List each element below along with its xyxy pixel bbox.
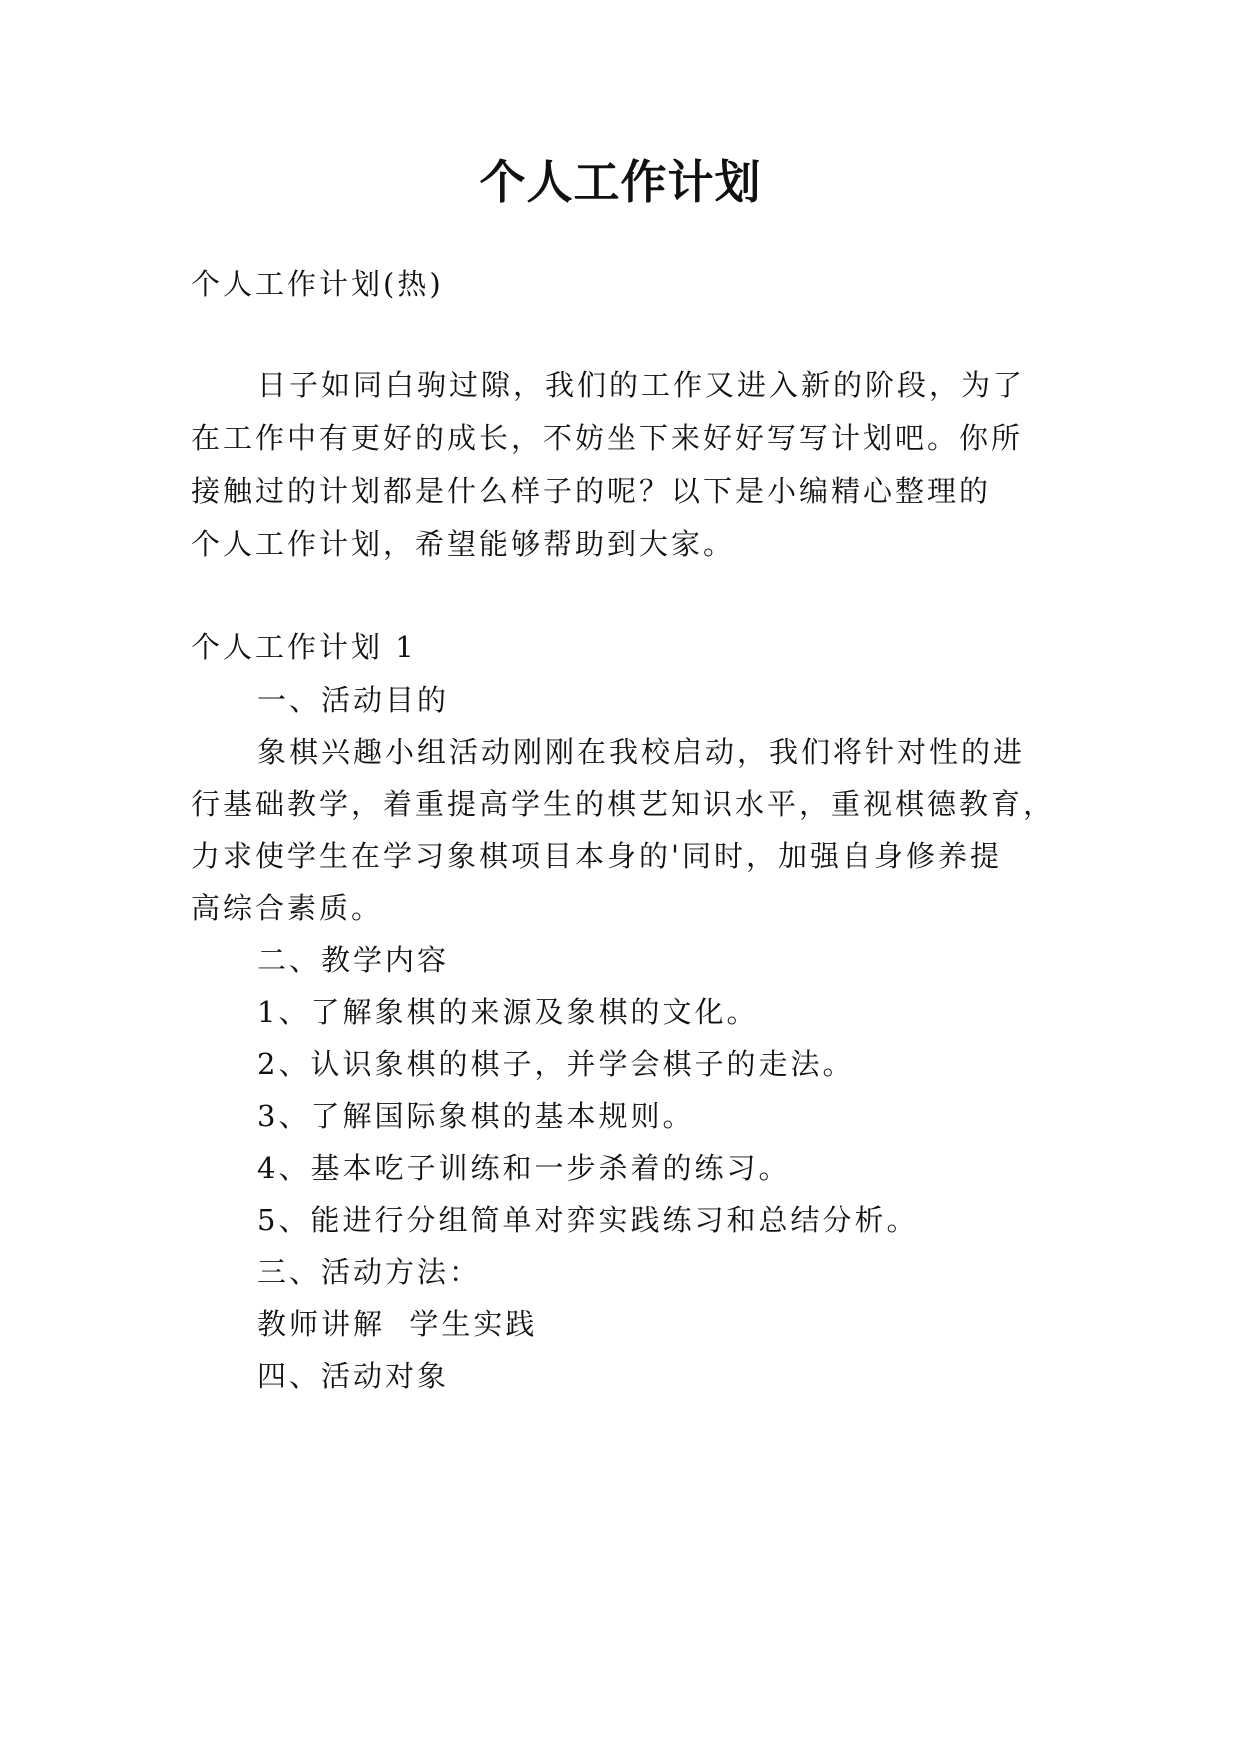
purpose-line: 象棋兴趣小组活动刚刚在我校启动，我们将针对性的进 bbox=[257, 735, 1026, 769]
content-item: 1、了解象棋的来源及象棋的文化。 bbox=[257, 995, 759, 1029]
intro-line: 个人工作计划，希望能够帮助到大家。 bbox=[191, 527, 736, 561]
content-item: 2、认识象棋的棋子，并学会棋子的走法。 bbox=[257, 1047, 855, 1081]
heading-method: 三、活动方法： bbox=[257, 1255, 482, 1289]
content-item: 4、基本吃子训练和一步杀着的练习。 bbox=[257, 1151, 791, 1185]
heading-audience: 四、活动对象 bbox=[257, 1359, 450, 1393]
purpose-line: 力求使学生在学习象棋项目本身的'同时，加强自身修养提 bbox=[191, 839, 1002, 873]
document-title: 个人工作计划 bbox=[479, 155, 762, 209]
intro-line: 在工作中有更好的成长，不妨坐下来好好写写计划吧。你所 bbox=[191, 421, 1024, 455]
purpose-line: 高综合素质。 bbox=[191, 891, 384, 925]
intro-line: 日子如同白驹过隙，我们的工作又进入新的阶段，为了 bbox=[257, 368, 1026, 402]
document-subtitle: 个人工作计划(热) bbox=[191, 267, 444, 301]
heading-purpose: 一、活动目的 bbox=[257, 683, 450, 717]
purpose-line: 行基础教学，着重提高学生的棋艺知识水平，重视棋德教育， bbox=[191, 787, 1056, 821]
section-heading: 个人工作计划 1 bbox=[191, 630, 417, 664]
method-text: 教师讲解 学生实践 bbox=[257, 1307, 538, 1341]
content-item: 3、了解国际象棋的基本规则。 bbox=[257, 1099, 695, 1133]
heading-content: 二、教学内容 bbox=[257, 943, 450, 977]
intro-line: 接触过的计划都是什么样子的呢？以下是小编精心整理的 bbox=[191, 474, 992, 508]
content-item: 5、能进行分组简单对弈实践练习和总结分析。 bbox=[257, 1203, 919, 1237]
